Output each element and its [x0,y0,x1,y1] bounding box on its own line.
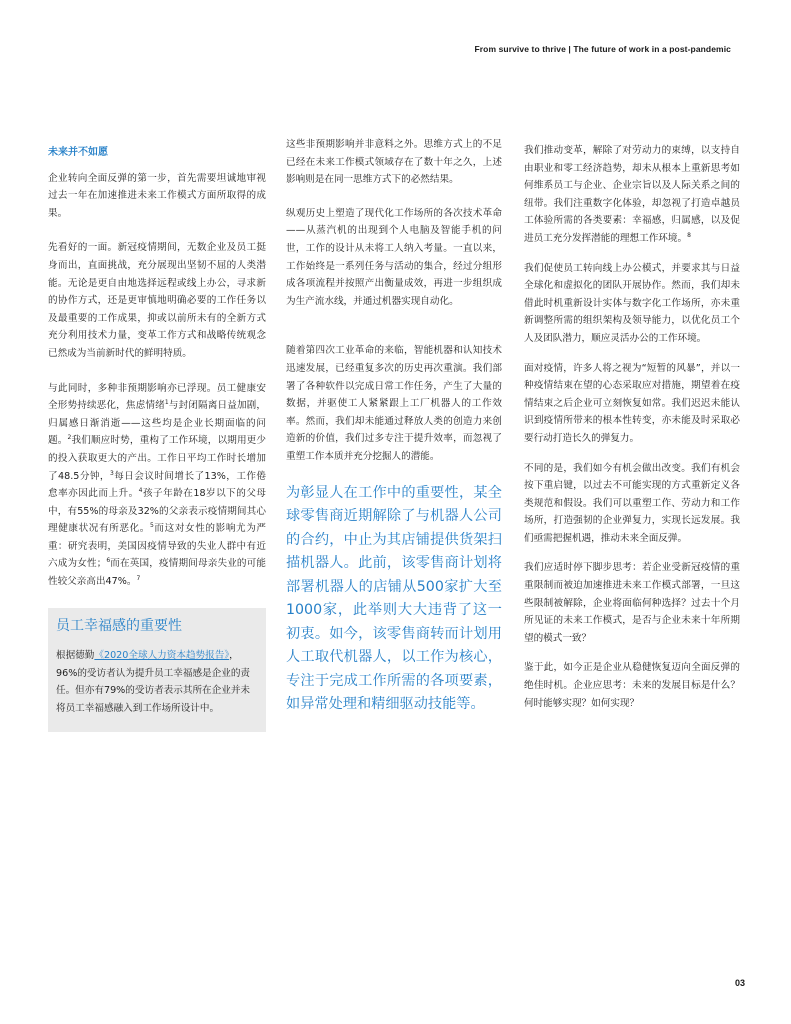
paragraph: 纵观历史上塑造了现代化工作场所的各次技术革命——从蒸汽机的出现到个人电脑及智能手机的问世，工作的设计从未将工人纳入考量。一直以来，工作始终是一系列任务与活动的集合，经过分组形成各项流程并按照产出衡量成效，再进一步组织成为生产流水线，并通过机器实现自动化。 [286,207,502,307]
column-right [524,142,740,724]
callout-body: 根据德勤《2020全球人力资本趋势报告》，96%的受访者认为提升员工幸福感是企业的责任。但亦有79%的受访者表示其所在企业并未将员工幸福感融入到工作场所设计中。 [56,650,251,715]
paragraph: 我们促使员工转向线上办公模式，并要求其与日益全球化和虚拟化的团队开展协作。然而，我们却未借此时机重新设计实体与数字化工作场所，亦未重新调整所需的组织架构及领导能力，以优化员工个人及团队潜力，顺应灵活办公的工作环境。 [524,262,740,344]
callout-title: 员工幸福感的重要性 [56,617,182,634]
footnote-ref[interactable]: 5 [150,522,154,530]
footnote-ref[interactable]: 3 [109,469,114,477]
report-link[interactable]: 《2020全球人力资本趋势报告》 [94,650,230,662]
paragraph: 鉴于此，如今正是企业从稳健恢复迈向全面反弹的绝佳时机。企业应思考：未来的发展目标是什么？何时能够实现？如何实现？ [524,662,740,709]
footnote-ref[interactable]: 1 [164,398,169,406]
paragraph: 与此同时，多种非预期影响亦已浮现。员工健康安全形势持续恶化，焦虑情绪$^1$与封闭隔离日益加剧，归属感日渐消逝——这些均是企业长期面临的问题。$^2$我们顺应时势，重构了工作环境，以期用更少的投入获取更大的产出。工作日平均工作时长增加了48.5分钟，$^3$每日会议时间增长了13%，工作倦怠率亦因此而上升。$^4$孩子年龄在18岁以下的父母中，有55%的母亲及32%的父亲表示疫情期间其心理健康状况有所恶化。$^5$而这对女性的影响尤为严重：研究表明，美国因疫情导致的失业人群中有近六成为女性；$^6$而在英国，疫情期间母亲失业的可能性较父亲高出47%。$^7$ [48,382,267,588]
page-number: 03 [734,978,745,988]
column-middle [286,136,502,717]
paragraph: 我们推动变革，解除了对劳动力的束缚，以支持自由职业和零工经济趋势，却未从根本上重新思考如何维系员工与企业、企业宗旨以及人际关系之间的纽带。我们注重数字化体验，却忽视了打造卓越员工体验所需的各类要素：幸福感，归属感，以及促进员工充分发挥潜能的理想工作环境。$^8$ [524,145,740,244]
callout-box [48,608,266,732]
section-title: 未来并不如愿 [48,147,108,158]
paragraph: 先看好的一面。新冠疫情期间，无数企业及员工挺身而出，直面挑战，充分展现出坚韧不屈的人类潜能。无论是更自由地选择远程或线上办公，寻求新的协作方式，还是更审慎地明确必要的工作任务以及最重要的工作成果，抑或以前所未有的全新方式充分利用技术力量，变革工作方式和战略传统观念已然成为当前新时代的鲜明特质。 [48,242,266,359]
paragraph: 这些非预期影响并非意料之外。思维方式上的不足已经在未来工作模式领域存在了数十年之久，上述影响则是在同一思维方式下的必然结果。 [286,139,502,186]
footnote-ref[interactable]: 7 [136,574,141,582]
footnote-ref[interactable]: 8 [687,231,691,239]
paragraph: 面对疫情，许多人将之视为“短暂的风暴”，并以一种疫情结束在望的心态采取应对措施，期望着在疫情结束之后企业可立刻恢复如常。我们迟迟未能认识到疫情所带来的根本性转变，亦未能及时采取必要行动打造长久的弹复力。 [524,362,740,444]
pull-quote: 为彰显人在工作中的重要性，某全球零售商近期解除了与机器人公司的合约，中止为其店铺提供货架扫描机器人。此前，该零售商计划将部署机器人的店铺从500家扩大至1000家，此举则大大违背了这一初衷。如今，该零售商转而计划用人工取代机器人，以工作为核心，专注于完成工作所需的各项要素，如异常处理和精细驱动技能等。 [286,484,502,712]
footnote-ref[interactable]: 2 [67,434,72,442]
running-header: From survive to thrive | The future of work in a post-pandemic [474,44,731,54]
paragraph: 企业转向全面反弹的第一步，首先需要坦诚地审视过去一年在加速推进未来工作模式方面所取得的成果。 [48,172,266,219]
column-left [48,136,266,732]
paragraph: 随着第四次工业革命的来临，智能机器和认知技术迅速发展，已经重复多次的历史再次重演。我们部署了各种软件以完成日常工作任务，产生了大量的数据，并驱使工人紧紧跟上工厂机器人的工作效率。然而，我们却未能通过释放人类的创造力来创造新的价值，我们过多专注于提升效率，而忽视了重塑工作本质并充分挖掘人的潜能。 [286,345,502,462]
paragraph: 我们应适时停下脚步思考：若企业受新冠疫情的重重限制而被迫加速推进未来工作模式部署，一旦这些限制被解除，企业将面临何种选择？过去十个月所见证的未来工作模式，是否与企业未来十年所期望的模式一致？ [524,562,740,644]
footnote-ref[interactable]: 6 [106,557,111,565]
footnote-ref[interactable]: 4 [138,486,143,494]
paragraph: 不同的是，我们如今有机会做出改变。我们有机会按下重启键，以过去不可能实现的方式重新定义各类规范和假设。我们可以重塑工作、劳动力和工作场所，打造强韧的企业弹复力，实现长远发展。我们亟需把握机遇，推动未来全面反弹。 [524,462,740,544]
